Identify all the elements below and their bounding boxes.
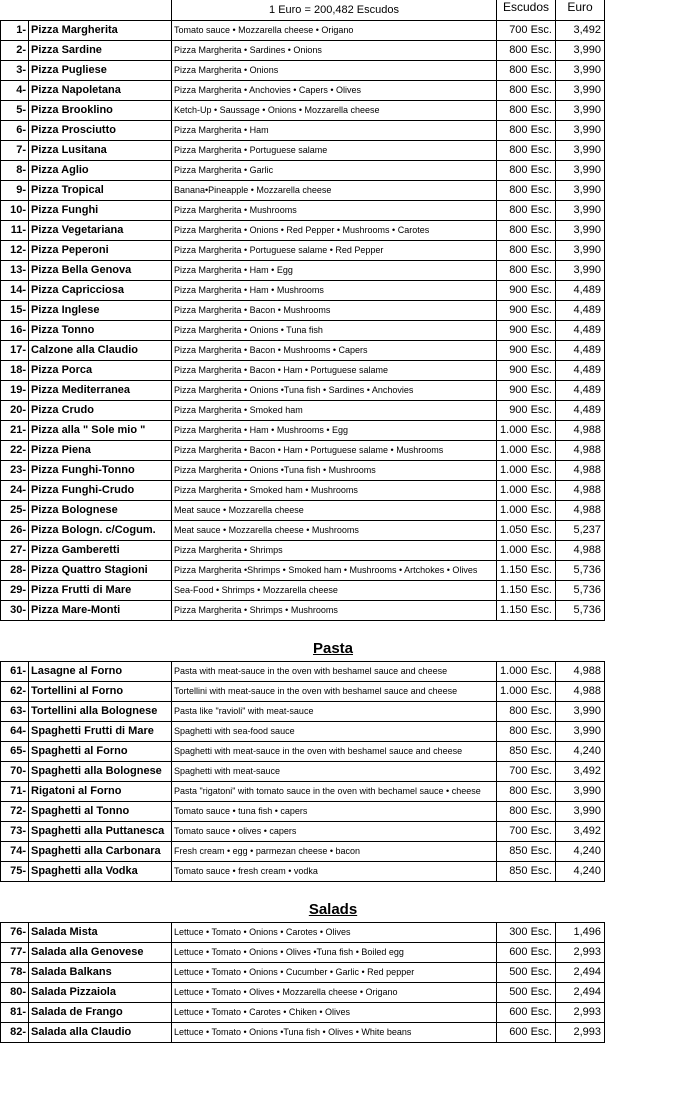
item-number: 16- (1, 320, 29, 340)
price-escudos: 900 Esc. (497, 380, 556, 400)
price-euro: 4,988 (556, 661, 605, 681)
item-number: 6- (1, 120, 29, 140)
item-description: Pizza Margherita • Smoked ham • Mushrooms (172, 480, 497, 500)
item-description: Lettuce • Tomato • Onions •Tuna fish • Olives • White beans (172, 1022, 497, 1042)
item-description: Pizza Margherita • Onions • Red Pepper • Mushrooms • Carotes (172, 220, 497, 240)
menu-row (1, 440, 605, 460)
item-description: Pizza Margherita •Shrimps • Smoked ham • Mushrooms • Artchokes • Olives (172, 560, 497, 580)
price-euro: 3,990 (556, 721, 605, 741)
item-number: 18- (1, 360, 29, 380)
item-description: Pizza Margherita • Garlic (172, 160, 497, 180)
menu-row (1, 1022, 605, 1042)
pasta-section-title (0, 621, 604, 661)
item-description: Fresh cream • egg • parmezan cheese • bacon (172, 841, 497, 861)
price-euro: 4,988 (556, 460, 605, 480)
item-number: 72- (1, 801, 29, 821)
header-blank-cell (1, 0, 172, 20)
item-number: 1- (1, 20, 29, 40)
item-description: Spaghetti with meat-sauce (172, 761, 497, 781)
item-description: Pizza Margherita • Shrimps • Mushrooms (172, 600, 497, 620)
item-description: Ketch-Up • Saussage • Onions • Mozzarella cheese (172, 100, 497, 120)
item-name: Pizza Inglese (29, 300, 172, 320)
item-description: Pizza Margherita • Shrimps (172, 540, 497, 560)
price-escudos: 1.000 Esc. (497, 681, 556, 701)
item-number: 73- (1, 821, 29, 841)
item-description: Pizza Margherita • Sardines • Onions (172, 40, 497, 60)
price-euro: 4,988 (556, 480, 605, 500)
item-description: Pizza Margherita • Mushrooms (172, 200, 497, 220)
price-escudos: 1.050 Esc. (497, 520, 556, 540)
item-description: Pizza Margherita • Smoked ham (172, 400, 497, 420)
item-name: Spaghetti Frutti di Mare (29, 721, 172, 741)
price-euro: 3,990 (556, 240, 605, 260)
price-escudos: 1.000 Esc. (497, 500, 556, 520)
item-number: 12- (1, 240, 29, 260)
price-euro: 3,990 (556, 801, 605, 821)
item-name: Pizza Mediterranea (29, 380, 172, 400)
price-escudos: 800 Esc. (497, 120, 556, 140)
item-name: Pizza Gamberetti (29, 540, 172, 560)
item-name: Pizza Capricciosa (29, 280, 172, 300)
menu-row (1, 982, 605, 1002)
item-number: 65- (1, 741, 29, 761)
item-name: Calzone alla Claudio (29, 340, 172, 360)
item-name: Pizza Funghi-Tonno (29, 460, 172, 480)
price-euro: 5,237 (556, 520, 605, 540)
item-number: 2- (1, 40, 29, 60)
item-number: 28- (1, 560, 29, 580)
item-description: Tomato sauce • Mozzarella cheese • Origano (172, 20, 497, 40)
item-number: 62- (1, 681, 29, 701)
item-number: 26- (1, 520, 29, 540)
item-name: Tortellini alla Bolognese (29, 701, 172, 721)
item-number: 4- (1, 80, 29, 100)
price-euro: 4,489 (556, 300, 605, 320)
item-number: 10- (1, 200, 29, 220)
menu-row (1, 500, 605, 520)
price-euro: 3,492 (556, 761, 605, 781)
price-euro: 4,988 (556, 420, 605, 440)
price-euro: 4,489 (556, 280, 605, 300)
price-euro: 4,988 (556, 540, 605, 560)
euro-column-header: Euro (556, 0, 605, 20)
price-euro: 2,993 (556, 1022, 605, 1042)
price-euro: 4,489 (556, 320, 605, 340)
item-name: Salada Pizzaiola (29, 982, 172, 1002)
menu-row (1, 300, 605, 320)
exchange-rate: 1 Euro = 200,482 Escudos (172, 0, 497, 20)
item-name: Salada Balkans (29, 962, 172, 982)
price-escudos: 1.000 Esc. (497, 540, 556, 560)
price-euro: 1,496 (556, 922, 605, 942)
price-escudos: 900 Esc. (497, 360, 556, 380)
item-description: Sea-Food • Shrimps • Mozzarella cheese (172, 580, 497, 600)
item-description: Tortellini with meat-sauce in the oven with beshamel sauce and cheese (172, 681, 497, 701)
item-name: Pizza Quattro Stagioni (29, 560, 172, 580)
item-name: Pizza Tonno (29, 320, 172, 340)
price-escudos: 600 Esc. (497, 1002, 556, 1022)
item-description: Pizza Margherita • Bacon • Mushrooms • Capers (172, 340, 497, 360)
item-name: Pizza Margherita (29, 20, 172, 40)
menu-row (1, 721, 605, 741)
price-euro: 3,990 (556, 40, 605, 60)
price-escudos: 1.000 Esc. (497, 480, 556, 500)
item-description: Pizza Margherita • Onions •Tuna fish • Sardines • Anchovies (172, 380, 497, 400)
price-escudos: 700 Esc. (497, 821, 556, 841)
price-escudos: 800 Esc. (497, 60, 556, 80)
price-escudos: 1.000 Esc. (497, 460, 556, 480)
item-number: 8- (1, 160, 29, 180)
item-name: Pizza Pugliese (29, 60, 172, 80)
item-number: 61- (1, 661, 29, 681)
price-euro: 5,736 (556, 580, 605, 600)
item-number: 63- (1, 701, 29, 721)
item-name: Pizza Vegetariana (29, 220, 172, 240)
price-euro: 3,492 (556, 821, 605, 841)
item-description: Lettuce • Tomato • Olives • Mozzarella cheese • Origano (172, 982, 497, 1002)
price-escudos: 800 Esc. (497, 701, 556, 721)
item-number: 76- (1, 922, 29, 942)
item-description: Pasta with meat-sauce in the oven with beshamel sauce and cheese (172, 661, 497, 681)
price-escudos: 850 Esc. (497, 741, 556, 761)
item-description: Tomato sauce • tuna fish • capers (172, 801, 497, 821)
item-number: 82- (1, 1022, 29, 1042)
menu-row (1, 120, 605, 140)
item-number: 75- (1, 861, 29, 881)
item-description: Pizza Margherita • Bacon • Ham • Portuguese salame • Mushrooms (172, 440, 497, 460)
menu-row (1, 761, 605, 781)
price-euro: 3,990 (556, 701, 605, 721)
price-escudos: 900 Esc. (497, 320, 556, 340)
price-euro: 4,489 (556, 400, 605, 420)
item-name: Salada de Frango (29, 1002, 172, 1022)
item-number: 3- (1, 60, 29, 80)
item-name: Pizza Mare-Monti (29, 600, 172, 620)
item-number: 30- (1, 600, 29, 620)
item-name: Pizza Napoletana (29, 80, 172, 100)
item-description: Pizza Margherita • Onions (172, 60, 497, 80)
item-description: Tomato sauce • fresh cream • vodka (172, 861, 497, 881)
item-description: Pizza Margherita • Portuguese salame (172, 140, 497, 160)
price-euro: 3,990 (556, 180, 605, 200)
price-escudos: 500 Esc. (497, 982, 556, 1002)
price-escudos: 700 Esc. (497, 20, 556, 40)
menu-row (1, 480, 605, 500)
item-name: Pizza Brooklino (29, 100, 172, 120)
item-description: Lettuce • Tomato • Onions • Carotes • Olives (172, 922, 497, 942)
price-escudos: 1.150 Esc. (497, 600, 556, 620)
menu-row (1, 681, 605, 701)
price-euro: 3,990 (556, 200, 605, 220)
item-number: 77- (1, 942, 29, 962)
item-number: 21- (1, 420, 29, 440)
price-escudos: 600 Esc. (497, 1022, 556, 1042)
item-name: Pizza Bologn. c/Cogum. (29, 520, 172, 540)
pasta-table (0, 661, 605, 882)
price-escudos: 800 Esc. (497, 80, 556, 100)
menu-row (1, 922, 605, 942)
salads-table (0, 922, 605, 1043)
item-description: Pizza Margherita • Bacon • Mushrooms (172, 300, 497, 320)
item-number: 71- (1, 781, 29, 801)
item-description: Pasta "rigatoni" with tomato sauce in the oven with bechamel sauce • cheese (172, 781, 497, 801)
price-euro: 4,240 (556, 841, 605, 861)
item-number: 81- (1, 1002, 29, 1022)
menu-row (1, 560, 605, 580)
menu-row (1, 942, 605, 962)
pizza-table (0, 0, 605, 621)
price-euro: 4,489 (556, 360, 605, 380)
menu-row (1, 661, 605, 681)
item-name: Pizza Bella Genova (29, 260, 172, 280)
item-name: Pizza Prosciutto (29, 120, 172, 140)
price-escudos: 500 Esc. (497, 962, 556, 982)
item-number: 64- (1, 721, 29, 741)
item-number: 70- (1, 761, 29, 781)
salads-heading: Salads (308, 900, 358, 918)
item-name: Pizza Funghi-Crudo (29, 480, 172, 500)
menu-row (1, 40, 605, 60)
item-number: 24- (1, 480, 29, 500)
menu-row (1, 360, 605, 380)
price-euro: 4,240 (556, 741, 605, 761)
price-escudos: 1.000 Esc. (497, 661, 556, 681)
price-euro: 3,990 (556, 60, 605, 80)
item-name: Pizza Porca (29, 360, 172, 380)
item-number: 15- (1, 300, 29, 320)
menu-row (1, 821, 605, 841)
item-description: Lettuce • Tomato • Onions • Cucumber • Garlic • Red pepper (172, 962, 497, 982)
price-escudos: 900 Esc. (497, 280, 556, 300)
price-escudos: 800 Esc. (497, 220, 556, 240)
price-euro: 5,736 (556, 600, 605, 620)
price-euro: 3,990 (556, 100, 605, 120)
menu-row (1, 240, 605, 260)
price-euro: 3,990 (556, 80, 605, 100)
price-escudos: 1.000 Esc. (497, 420, 556, 440)
price-escudos: 600 Esc. (497, 942, 556, 962)
menu-row (1, 180, 605, 200)
price-euro: 3,492 (556, 20, 605, 40)
menu-row (1, 340, 605, 360)
price-euro: 4,988 (556, 440, 605, 460)
price-euro: 5,736 (556, 560, 605, 580)
price-escudos: 900 Esc. (497, 340, 556, 360)
item-number: 14- (1, 280, 29, 300)
price-euro: 4,988 (556, 500, 605, 520)
price-escudos: 1.150 Esc. (497, 560, 556, 580)
price-escudos: 800 Esc. (497, 40, 556, 60)
menu-row (1, 460, 605, 480)
menu-row (1, 260, 605, 280)
item-description: Pizza Margherita • Ham • Mushrooms (172, 280, 497, 300)
menu-row (1, 80, 605, 100)
menu-row (1, 962, 605, 982)
menu-row (1, 861, 605, 881)
item-name: Spaghetti alla Carbonara (29, 841, 172, 861)
item-description: Pizza Margherita • Ham • Mushrooms • Egg (172, 420, 497, 440)
item-name: Rigatoni al Forno (29, 781, 172, 801)
item-number: 9- (1, 180, 29, 200)
price-escudos: 1.000 Esc. (497, 440, 556, 460)
menu-row (1, 1002, 605, 1022)
item-description: Meat sauce • Mozzarella cheese (172, 500, 497, 520)
price-escudos: 800 Esc. (497, 240, 556, 260)
salads-section-title (0, 882, 604, 922)
item-name: Spaghetti al Forno (29, 741, 172, 761)
item-description: Lettuce • Tomato • Carotes • Chiken • Olives (172, 1002, 497, 1022)
item-description: Meat sauce • Mozzarella cheese • Mushrooms (172, 520, 497, 540)
price-escudos: 800 Esc. (497, 160, 556, 180)
item-name: Pizza Peperoni (29, 240, 172, 260)
item-description: Pizza Margherita • Onions • Tuna fish (172, 320, 497, 340)
price-escudos: 800 Esc. (497, 721, 556, 741)
menu-row (1, 701, 605, 721)
menu-row (1, 420, 605, 440)
menu-row (1, 160, 605, 180)
item-name: Pizza Piena (29, 440, 172, 460)
item-name: Pizza Crudo (29, 400, 172, 420)
item-description: Tomato sauce • olives • capers (172, 821, 497, 841)
item-number: 80- (1, 982, 29, 1002)
item-number: 27- (1, 540, 29, 560)
item-name: Pizza Bolognese (29, 500, 172, 520)
item-name: Spaghetti al Tonno (29, 801, 172, 821)
item-description: Pizza Margherita • Bacon • Ham • Portuguese salame (172, 360, 497, 380)
price-euro: 4,489 (556, 340, 605, 360)
item-description: Banana•Pineapple • Mozzarella cheese (172, 180, 497, 200)
item-name: Spaghetti alla Vodka (29, 861, 172, 881)
item-number: 7- (1, 140, 29, 160)
item-number: 20- (1, 400, 29, 420)
item-name: Lasagne al Forno (29, 661, 172, 681)
price-escudos: 700 Esc. (497, 761, 556, 781)
menu-row (1, 20, 605, 40)
item-number: 23- (1, 460, 29, 480)
price-escudos: 900 Esc. (497, 300, 556, 320)
price-escudos: 850 Esc. (497, 861, 556, 881)
item-number: 11- (1, 220, 29, 240)
menu-row (1, 580, 605, 600)
price-euro: 4,240 (556, 861, 605, 881)
pasta-heading: Pasta (312, 639, 354, 657)
item-name: Pizza Tropical (29, 180, 172, 200)
price-euro: 2,993 (556, 1002, 605, 1022)
price-euro: 3,990 (556, 260, 605, 280)
menu-row (1, 400, 605, 420)
menu-row (1, 220, 605, 240)
menu-row (1, 520, 605, 540)
item-name: Pizza Aglio (29, 160, 172, 180)
item-description: Lettuce • Tomato • Onions • Olives •Tuna fish • Boiled egg (172, 942, 497, 962)
price-escudos: 800 Esc. (497, 801, 556, 821)
price-euro: 3,990 (556, 140, 605, 160)
price-escudos: 900 Esc. (497, 400, 556, 420)
item-description: Pasta like "ravioli" with meat-sauce (172, 701, 497, 721)
price-escudos: 850 Esc. (497, 841, 556, 861)
item-description: Pizza Margherita • Ham • Egg (172, 260, 497, 280)
menu-row (1, 200, 605, 220)
price-escudos: 800 Esc. (497, 200, 556, 220)
item-number: 5- (1, 100, 29, 120)
menu-row (1, 100, 605, 120)
price-euro: 2,494 (556, 982, 605, 1002)
item-number: 25- (1, 500, 29, 520)
price-euro: 2,494 (556, 962, 605, 982)
price-escudos: 800 Esc. (497, 100, 556, 120)
price-escudos: 300 Esc. (497, 922, 556, 942)
item-name: Pizza Lusitana (29, 140, 172, 160)
menu-row (1, 140, 605, 160)
item-name: Salada alla Genovese (29, 942, 172, 962)
price-euro: 4,489 (556, 380, 605, 400)
price-escudos: 800 Esc. (497, 781, 556, 801)
item-name: Pizza Frutti di Mare (29, 580, 172, 600)
escudos-column-header: Escudos (497, 0, 556, 20)
item-number: 13- (1, 260, 29, 280)
item-number: 19- (1, 380, 29, 400)
menu-row (1, 781, 605, 801)
item-name: Pizza Sardine (29, 40, 172, 60)
item-name: Spaghetti alla Puttanesca (29, 821, 172, 841)
menu-row (1, 600, 605, 620)
item-name: Tortellini al Forno (29, 681, 172, 701)
price-euro: 3,990 (556, 160, 605, 180)
item-number: 29- (1, 580, 29, 600)
item-description: Spaghetti with meat-sauce in the oven with beshamel sauce and cheese (172, 741, 497, 761)
price-euro: 3,990 (556, 220, 605, 240)
menu-row (1, 540, 605, 560)
menu-row (1, 841, 605, 861)
price-escudos: 1.150 Esc. (497, 580, 556, 600)
item-name: Pizza Funghi (29, 200, 172, 220)
menu-row (1, 380, 605, 400)
header-row (1, 0, 605, 20)
price-escudos: 800 Esc. (497, 260, 556, 280)
item-name: Spaghetti alla Bolognese (29, 761, 172, 781)
price-euro: 3,990 (556, 120, 605, 140)
item-name: Salada alla Claudio (29, 1022, 172, 1042)
menu-row (1, 320, 605, 340)
item-description: Pizza Margherita • Anchovies • Capers • Olives (172, 80, 497, 100)
item-name: Salada Mista (29, 922, 172, 942)
price-euro: 4,988 (556, 681, 605, 701)
menu-row (1, 280, 605, 300)
menu-row (1, 801, 605, 821)
item-description: Pizza Margherita • Portuguese salame • Red Pepper (172, 240, 497, 260)
item-name: Pizza alla " Sole mio " (29, 420, 172, 440)
item-description: Pizza Margherita • Ham (172, 120, 497, 140)
menu-row (1, 741, 605, 761)
item-number: 22- (1, 440, 29, 460)
price-escudos: 800 Esc. (497, 180, 556, 200)
price-euro: 3,990 (556, 781, 605, 801)
price-euro: 2,993 (556, 942, 605, 962)
item-description: Pizza Margherita • Onions •Tuna fish • Mushrooms (172, 460, 497, 480)
price-escudos: 800 Esc. (497, 140, 556, 160)
item-description: Spaghetti with sea-food sauce (172, 721, 497, 741)
item-number: 17- (1, 340, 29, 360)
item-number: 78- (1, 962, 29, 982)
menu-row (1, 60, 605, 80)
item-number: 74- (1, 841, 29, 861)
